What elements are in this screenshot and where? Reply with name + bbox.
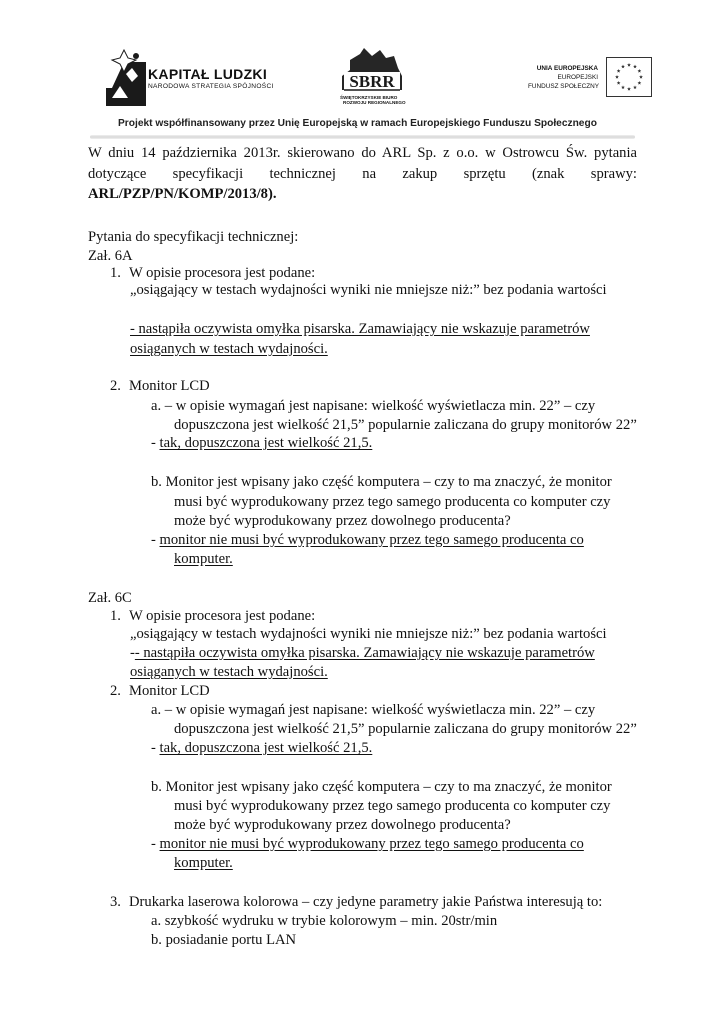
subquestion-b-line-2: musi być wyprodukowany przez tego samego producenta co komputer czy (174, 798, 611, 814)
answer-a (151, 435, 372, 452)
eu-line-3: FUNDUSZ SPOŁECZNY (528, 83, 600, 90)
kapital-ludzki-logo (106, 48, 146, 106)
subquestion-b-line-2: musi być wyprodukowany przez tego samego producenta co komputer czy (174, 494, 611, 510)
section-label: Zał. 6C (88, 590, 132, 606)
question-number: 2. (110, 683, 121, 699)
sbrr-logo-text: SBRR (349, 72, 395, 91)
case-reference: ARL/PZP/PN/KOMP/2013/8). (88, 186, 277, 202)
question-title: Drukarka laserowa kolorowa – czy jedyne parametry jakie Państwa interesują to: (129, 894, 603, 910)
answer-dash: - (151, 740, 160, 756)
question-quote: „osiągający w testach wydajności wyniki nie mniejsze niż:” bez podania wartości (130, 282, 607, 298)
subquestion-a-line-2: dopuszczona jest wielkość 21,5” popularnie zaliczana do grupy monitorów 22” (174, 417, 637, 433)
sbrr-subtitle-1: ŚWIĘTOKRZYSKIE BIURO (340, 95, 398, 100)
questions-heading: Pytania do specyfikacji technicznej: (88, 229, 299, 245)
question-number: 1. (110, 265, 121, 281)
question-title: Monitor LCD (129, 378, 210, 394)
intro-line-1: W dniu 14 października 2013r. skierowano do ARL Sp. z o.o. w Ostrowcu Św. pytania (88, 145, 637, 161)
subquestion-a-line-1: a. – w opisie wymagań jest napisane: wielkość wyświetlacza min. 22” – czy (151, 702, 596, 718)
subquestion-a: a. szybkość wydruku w trybie kolorowym – min. 20str/min (151, 913, 498, 929)
answer-dash: - (151, 435, 160, 451)
eu-label (528, 64, 598, 91)
answer-a-text: tak, dopuszczona jest wielkość 21,5. (159, 435, 373, 451)
question-title: Monitor LCD (129, 683, 210, 699)
answer-a-text: tak, dopuszczona jest wielkość 21,5. (159, 740, 373, 756)
subquestion-b-line-1: b. Monitor jest wpisany jako część komputera – czy to ma znaczyć, że monitor (151, 779, 612, 795)
eu-flag-icon (606, 57, 652, 97)
answer-b-line-1 (151, 836, 584, 853)
answer-b-text: monitor nie musi być wyprodukowany przez tego samego producenta co (159, 532, 584, 548)
question-number: 3. (110, 894, 121, 910)
subquestion-b-line-3: może być wyprodukowany przez dowolnego producenta? (174, 817, 511, 833)
answer-text: - nastąpiła oczywista omyłka pisarska. Zamawiający nie wskazuje parametrów (134, 645, 595, 661)
eu-line-2: EUROPEJSKI (557, 74, 598, 81)
header-divider (90, 135, 635, 139)
intro-line-2: dotyczące specyfikacji technicznej na zakup sprzętu (znak sprawy: (88, 166, 637, 182)
answer-b-line-2: komputer. (174, 855, 233, 871)
answer-line-1: - nastąpiła oczywista omyłka pisarska. Zamawiający nie wskazuje parametrów (130, 321, 590, 337)
answer-a (151, 740, 372, 757)
section-label: Zał. 6A (88, 248, 133, 264)
kapital-ludzki-subtitle: NARODOWA STRATEGIA SPÓJNOŚCI (148, 83, 274, 90)
subquestion-b-line-1: b. Monitor jest wpisany jako część komputera – czy to ma znaczyć, że monitor (151, 474, 612, 490)
question-quote: „osiągający w testach wydajności wyniki nie mniejsze niż:” bez podania wartości (130, 626, 607, 642)
answer-dash: - (151, 836, 160, 852)
answer-b-line-2: komputer. (174, 551, 233, 567)
eu-line-1: UNIA EUROPEJSKA (536, 65, 598, 72)
subquestion-a-line-1: a. – w opisie wymagań jest napisane: wielkość wyświetlacza min. 22” – czy (151, 398, 596, 414)
answer-line-1 (130, 645, 595, 662)
sbrr-subtitle-2: ROZWOJU REGIONALNEGO (343, 100, 406, 105)
kapital-ludzki-title: KAPITAŁ LUDZKI (148, 66, 268, 82)
subquestion-a-line-2: dopuszczona jest wielkość 21,5” popularnie zaliczana do grupy monitorów 22” (174, 721, 637, 737)
subquestion-b: b. posiadanie portu LAN (151, 932, 297, 948)
subquestion-b-line-3: może być wyprodukowany przez dowolnego producenta? (174, 513, 511, 529)
answer-line-2: osiąganych w testach wydajności. (130, 664, 328, 680)
answer-b-text: monitor nie musi być wyprodukowany przez tego samego producenta co (159, 836, 584, 852)
project-cofinancing-line: Projekt współfinansowany przez Unię Europejską w ramach Europejskiego Funduszu Społecznego (118, 118, 597, 129)
answer-extra-dash: - (130, 645, 135, 661)
answer-dash: - (151, 532, 160, 548)
question-title: W opisie procesora jest podane: (129, 608, 316, 624)
question-number: 2. (110, 378, 121, 394)
question-number: 1. (110, 608, 121, 624)
answer-b-line-1 (151, 532, 584, 549)
question-title: W opisie procesora jest podane: (129, 265, 316, 281)
answer-line-2: osiąganych w testach wydajności. (130, 341, 328, 357)
